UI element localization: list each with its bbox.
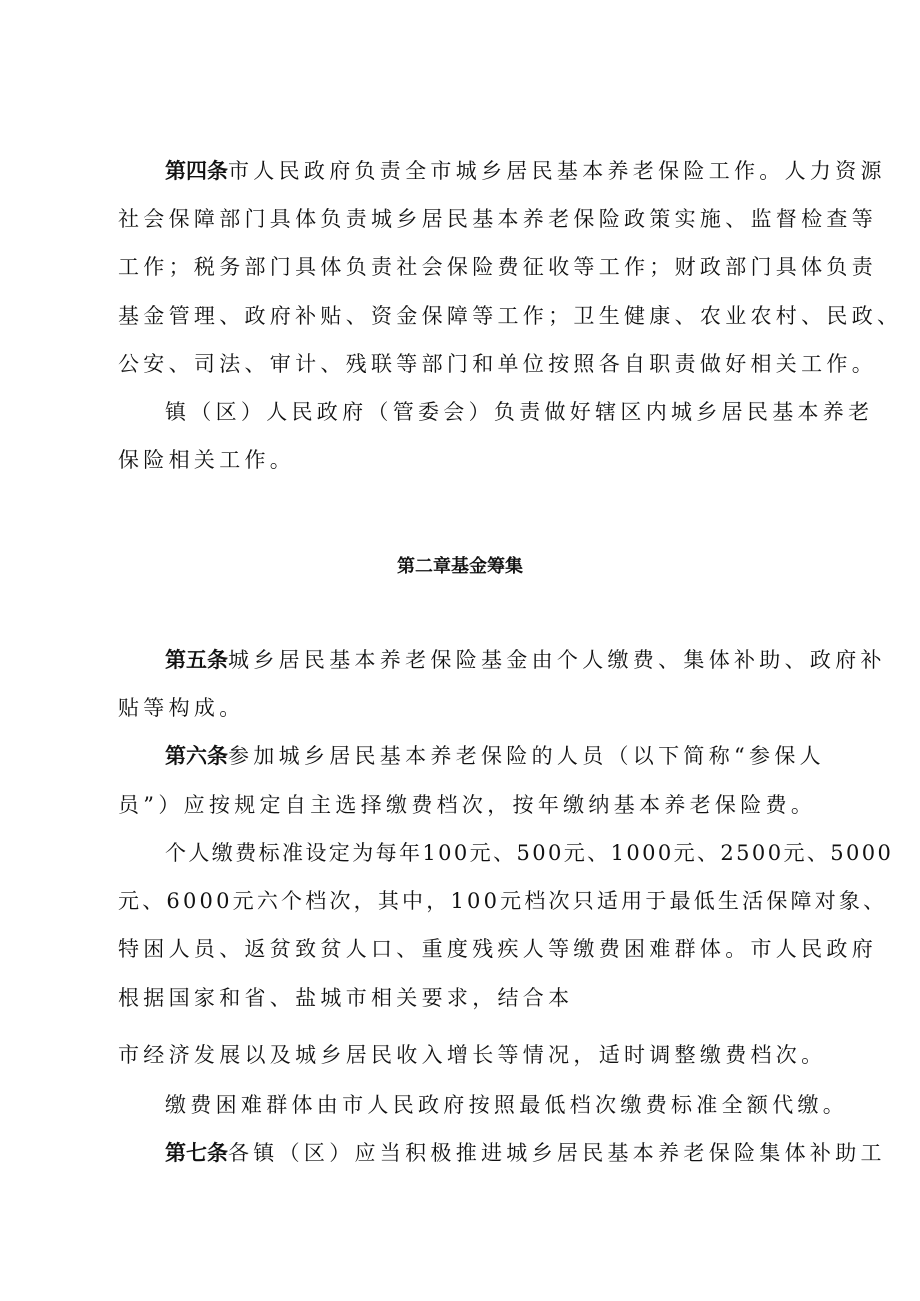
article-6-para-2-line-3: 特困人员、返贫致贫人口、重度残疾人等缴费困难群体。市人民政府 [118, 937, 877, 961]
article-6-label: 第六条 [165, 744, 228, 768]
article-6-line-1 [165, 741, 825, 771]
chapter-heading: 第二章基金筹集 [397, 556, 523, 577]
article-6-para-2-line-4: 根据国家和省、盐城市相关要求，结合本 [118, 986, 574, 1010]
article-4-para-2-line-1: 镇（区）人民政府（管委会）负责做好辖区内城乡居民基本养老 [165, 400, 874, 424]
article-4-line-3: 工作；税务部门具体负责社会保险费征收等工作；财政部门具体负责 [118, 255, 877, 279]
article-4-line-4: 基金管理、政府补贴、资金保障等工作；卫生健康、农业农村、民政、 [118, 304, 903, 328]
article-4-label: 第四条 [165, 159, 228, 183]
article-6-para-2-line-1: 个人缴费标准设定为每年100元、500元、1000元、2500元、5000 [165, 841, 894, 865]
article-4-para-2-line-2: 保险相关工作。 [118, 448, 296, 472]
article-6-text-1: 参加城乡居民基本养老保险的人员（以下简称“参保人 [228, 744, 825, 768]
article-7-label: 第七条 [165, 1141, 228, 1165]
article-4-line-2: 社会保障部门具体负责城乡居民基本养老保险政策实施、监督检查等 [118, 207, 877, 231]
article-5-text-1: 城乡居民基本养老保险基金由个人缴费、集体补助、政府补 [228, 648, 886, 672]
article-4-line-1 [165, 156, 886, 186]
article-6-line-2: 员”）应按规定自主选择缴费档次，按年缴纳基本养老保险费。 [118, 793, 817, 817]
article-6-para-2-line-5: 市经济发展以及城乡居民收入增长等情况，适时调整缴费档次。 [118, 1043, 827, 1067]
article-7-text-1: 各镇（区）应当积极推进城乡居民基本养老保险集体补助工 [228, 1141, 886, 1165]
article-4-text-1: 市人民政府负责全市城乡居民基本养老保险工作。人力资源 [228, 159, 886, 183]
article-7-line-1 [165, 1138, 886, 1168]
article-5-line-1 [165, 645, 886, 675]
article-4-line-5: 公安、司法、审计、残联等部门和单位按照各自职责做好相关工作。 [118, 352, 877, 376]
article-5-label: 第五条 [165, 648, 228, 672]
article-6-para-3-line-1: 缴费困难群体由市人民政府按照最低档次缴费标准全额代缴。 [165, 1093, 849, 1117]
article-6-para-2-line-2: 元、6000元六个档次，其中，100元档次只适用于最低生活保障对象、 [118, 889, 888, 913]
article-5-line-2: 贴等构成。 [118, 696, 245, 720]
